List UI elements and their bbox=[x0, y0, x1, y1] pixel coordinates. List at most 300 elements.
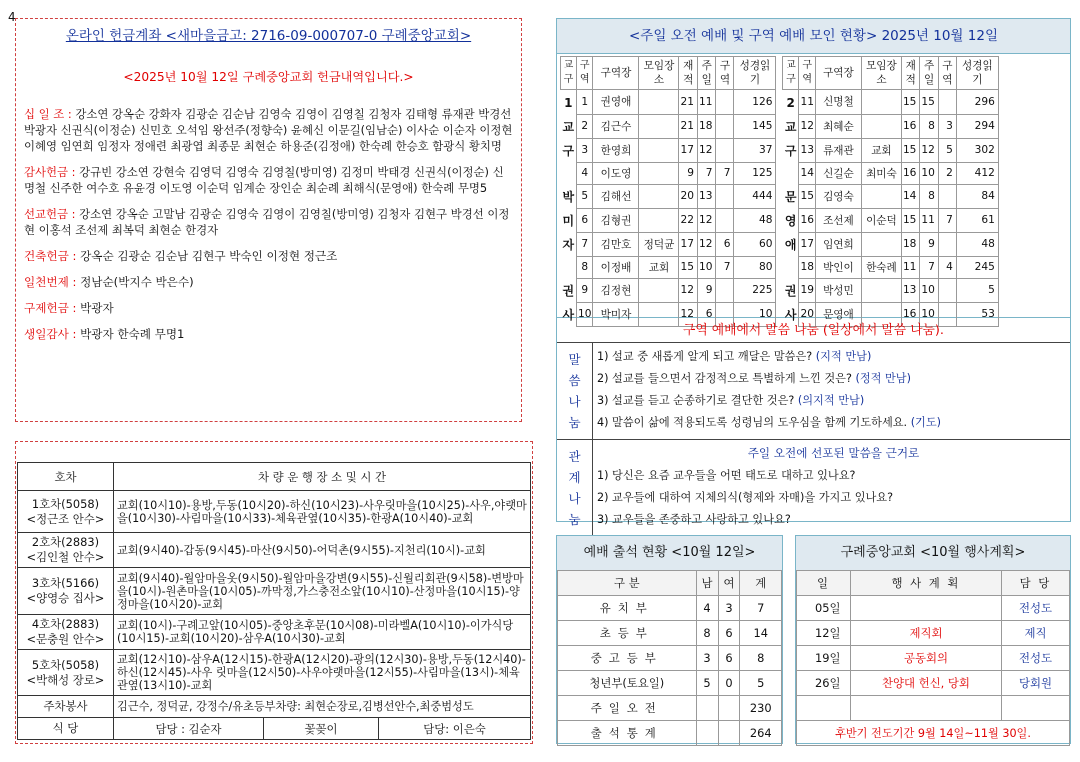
building-offering bbox=[24, 248, 513, 264]
page-number: 4 bbox=[8, 10, 16, 24]
zone-count bbox=[938, 232, 956, 256]
sunday-count: 13 bbox=[697, 184, 715, 208]
attendance-total: 5 bbox=[740, 671, 782, 696]
zone-leader: 신명철 bbox=[815, 90, 861, 115]
registered-count: 18 bbox=[901, 232, 919, 256]
bible-reading: 37 bbox=[734, 138, 776, 162]
table-row bbox=[18, 568, 531, 615]
registered-count: 13 bbox=[901, 278, 919, 302]
table-row bbox=[561, 90, 776, 115]
zone-leader: 문영애 bbox=[815, 302, 861, 326]
bible-reading: 125 bbox=[734, 162, 776, 184]
registered-count: 16 bbox=[901, 302, 919, 326]
onethousand-names: 정남순(박지수 박은수) bbox=[80, 275, 194, 289]
registered-count: 17 bbox=[679, 138, 697, 162]
table-row bbox=[561, 232, 776, 256]
events-header-cell: 일 bbox=[797, 571, 851, 596]
attendance-total: 7 bbox=[740, 596, 782, 621]
meeting-place bbox=[639, 278, 679, 302]
registered-count: 12 bbox=[679, 278, 697, 302]
events-header-cell: 행 사 계 획 bbox=[851, 571, 1002, 596]
table-row bbox=[561, 162, 776, 184]
zone-number: 3 bbox=[577, 138, 593, 162]
word-sharing-title: 구역 예배에서 말씀 나눔 (일상에서 말씀 나눔). bbox=[557, 317, 1070, 343]
bible-reading: 5 bbox=[956, 278, 998, 302]
meeting-place: 교회 bbox=[639, 256, 679, 278]
relationship-sharing-questions bbox=[557, 440, 1070, 536]
sunday-count: 12 bbox=[697, 208, 715, 232]
parish-char: 사 bbox=[783, 302, 799, 326]
table-row bbox=[783, 232, 998, 256]
attendance-category: 주일오전 bbox=[558, 696, 697, 721]
attendance-header-cell: 남 bbox=[696, 571, 718, 596]
attendance-total: 8 bbox=[740, 646, 782, 671]
event-name: 찬양대 헌신, 당회 bbox=[851, 671, 1002, 696]
attendance-female bbox=[718, 721, 740, 746]
zone-number: 20 bbox=[799, 302, 815, 326]
zone-leader: 조선제 bbox=[815, 208, 861, 232]
zone-leader: 김정현 bbox=[593, 278, 639, 302]
meeting-place bbox=[639, 302, 679, 326]
registered-count: 14 bbox=[901, 184, 919, 208]
table-row bbox=[783, 90, 998, 115]
attendance-female: 6 bbox=[718, 621, 740, 646]
zone-count bbox=[716, 114, 734, 138]
bible-reading: 61 bbox=[956, 208, 998, 232]
onethousand-offering bbox=[24, 274, 513, 290]
evangelism-period: 후반기 전도기간 9월 14일~11월 30일. bbox=[797, 721, 1070, 746]
question-item: 2) 설교를 들으면서 감정적으로 특별하게 느낀 것은? (정적 만남) bbox=[597, 372, 911, 385]
parish-char bbox=[783, 256, 799, 278]
zone-header-cell: 주일 bbox=[697, 57, 715, 90]
attendance-male: 8 bbox=[696, 621, 718, 646]
event-name bbox=[851, 596, 1002, 621]
relief-offering bbox=[24, 300, 513, 316]
zone-leader: 신길순 bbox=[815, 162, 861, 184]
table-row bbox=[558, 621, 782, 646]
meal-staff: 담당 : 김순자 bbox=[114, 718, 264, 740]
registered-count: 21 bbox=[679, 114, 697, 138]
zone-header-cell: 성경읽기 bbox=[734, 57, 776, 90]
event-person: 전성도 bbox=[1002, 646, 1070, 671]
bible-reading: 412 bbox=[956, 162, 998, 184]
table-row bbox=[797, 696, 1070, 721]
table-row bbox=[18, 533, 531, 568]
parish-char: 애 bbox=[783, 232, 799, 256]
meeting-place bbox=[861, 114, 901, 138]
meeting-place bbox=[861, 184, 901, 208]
zone-header-cell: 구역 bbox=[716, 57, 734, 90]
zone-leader: 김해선 bbox=[593, 184, 639, 208]
offering-account-title: 온라인 헌금계좌 <새마을금고: 2716-09-000707-0 구례중앙교회> bbox=[65, 28, 472, 44]
attendance-category: 유치부 bbox=[558, 596, 697, 621]
meeting-place bbox=[861, 232, 901, 256]
sunday-count: 7 bbox=[920, 256, 938, 278]
question-item: 3) 교우들을 존중하고 사랑하고 있나요? bbox=[597, 513, 791, 526]
bible-reading: 296 bbox=[956, 90, 998, 115]
attendance-female: 0 bbox=[718, 671, 740, 696]
thanks-names: 강규빈 강소연 강현숙 김영덕 김영숙 김영칠(방미영) 김정미 박태경 신권식(이정순) 신명철 신주한 여수호 유윤경 이도영 이순덕 임계순 장인순 최순례 최해식(문영애) 한숙례 무명5 bbox=[24, 165, 504, 195]
parish-char: 권 bbox=[561, 278, 577, 302]
bible-reading: 302 bbox=[956, 138, 998, 162]
table-row bbox=[783, 208, 998, 232]
events-table bbox=[796, 570, 1070, 746]
event-name bbox=[851, 696, 1002, 721]
zone-header-cell: 재적 bbox=[901, 57, 919, 90]
bible-reading: 245 bbox=[956, 256, 998, 278]
zone-attendance-section bbox=[556, 18, 1071, 527]
vehicle-car-cell: 1호차(5058) <정근조 안수> bbox=[18, 491, 114, 533]
zone-count bbox=[938, 90, 956, 115]
zone-table-right bbox=[782, 56, 998, 327]
sunday-count: 18 bbox=[697, 114, 715, 138]
attendance-male: 5 bbox=[696, 671, 718, 696]
parish-char: 1 bbox=[561, 90, 577, 115]
zone-leader: 이도영 bbox=[593, 162, 639, 184]
event-person: 제직 bbox=[1002, 621, 1070, 646]
event-day: 26일 bbox=[797, 671, 851, 696]
registered-count: 17 bbox=[679, 232, 697, 256]
question-item: 2) 교우들에 대하여 지체의식(형제와 자매)을 가지고 있나요? bbox=[597, 491, 894, 504]
sunday-count: 15 bbox=[920, 90, 938, 115]
meeting-place: 최미숙 bbox=[861, 162, 901, 184]
parking-row bbox=[18, 696, 531, 718]
zone-number: 15 bbox=[799, 184, 815, 208]
registered-count: 11 bbox=[901, 256, 919, 278]
vehicle-table bbox=[17, 462, 531, 740]
parish-char bbox=[561, 256, 577, 278]
table-row bbox=[561, 138, 776, 162]
sunday-count: 6 bbox=[697, 302, 715, 326]
table-row bbox=[558, 646, 782, 671]
attendance-category: 중고등부 bbox=[558, 646, 697, 671]
table-row bbox=[797, 621, 1070, 646]
tithe-offering bbox=[24, 106, 513, 154]
registered-count: 15 bbox=[679, 256, 697, 278]
table-row bbox=[783, 138, 998, 162]
sunday-count: 8 bbox=[920, 114, 938, 138]
bible-reading: 80 bbox=[734, 256, 776, 278]
vehicle-route-cell: 교회(12시10)-삼우A(12시15)-한광A(12시20)-광의(12시30)-용방,두동(12시40)-하신(12시45)-사우 릿마을(12시50)-사우야랫마을(12시55)-사림마을(13시)-체육관옆(13시10)-교회 bbox=[114, 650, 531, 696]
zone-number: 6 bbox=[577, 208, 593, 232]
bible-reading: 444 bbox=[734, 184, 776, 208]
parish-char: 미 bbox=[561, 208, 577, 232]
parish-char: 자 bbox=[561, 232, 577, 256]
vehicle-route-cell: 교회(9시40)-월암마을옷(9시50)-월암마을강변(9시55)-신월리회관(9시58)-변방마을(10시)-원촌마을(10시05)-까막정,가스충전소앞(10시10)-산정마을(10시15)-양정마을(10시20)-교회 bbox=[114, 568, 531, 615]
table-row bbox=[558, 721, 782, 746]
sunday-count: 11 bbox=[920, 208, 938, 232]
vehicle-schedule-section bbox=[15, 441, 533, 744]
zone-number: 8 bbox=[577, 256, 593, 278]
zone-header-cell: 주일 bbox=[920, 57, 938, 90]
event-name: 제직회 bbox=[851, 621, 1002, 646]
table-row bbox=[797, 646, 1070, 671]
attendance-male bbox=[696, 696, 718, 721]
zone-number: 13 bbox=[799, 138, 815, 162]
attendance-total: 14 bbox=[740, 621, 782, 646]
zone-number: 1 bbox=[577, 90, 593, 115]
attendance-total: 264 bbox=[740, 721, 782, 746]
tithe-label: 십 일 조 : bbox=[24, 107, 72, 121]
parish-char: 교 bbox=[561, 114, 577, 138]
table-row bbox=[783, 184, 998, 208]
vehicle-car-cell: 3호차(5166) <양영승 집사> bbox=[18, 568, 114, 615]
meeting-place bbox=[639, 162, 679, 184]
event-day: 19일 bbox=[797, 646, 851, 671]
zone-header-cell: 구역 bbox=[577, 57, 593, 90]
sunday-count: 11 bbox=[697, 90, 715, 115]
attendance-category: 청년부(토요일) bbox=[558, 671, 697, 696]
sunday-count: 10 bbox=[920, 162, 938, 184]
zone-count bbox=[716, 208, 734, 232]
mission-offering bbox=[24, 206, 513, 238]
registered-count: 15 bbox=[901, 90, 919, 115]
bible-reading: 225 bbox=[734, 278, 776, 302]
zone-table-left bbox=[560, 56, 776, 327]
zone-header-cell: 모임장소 bbox=[861, 57, 901, 90]
question-item: 3) 설교를 듣고 순종하기로 결단한 것은? (의지적 만남) bbox=[597, 394, 865, 407]
attendance-total: 230 bbox=[740, 696, 782, 721]
sunday-count: 9 bbox=[920, 232, 938, 256]
meeting-place: 이순덕 bbox=[861, 208, 901, 232]
meeting-place bbox=[639, 90, 679, 115]
birthday-offering bbox=[24, 326, 513, 342]
vehicle-route-cell: 교회(10시10)-용방,두동(10시20)-하신(10시23)-사우릿마을(10시25)-사우,야랫마을(10시30)-사림마을(10시33)-체육관옆(10시35)-한광A(10시40)-교회 bbox=[114, 491, 531, 533]
zone-number: 7 bbox=[577, 232, 593, 256]
zone-leader: 김형권 bbox=[593, 208, 639, 232]
parish-char bbox=[561, 162, 577, 184]
word-sharing-questions bbox=[557, 343, 1070, 440]
bible-reading: 48 bbox=[956, 232, 998, 256]
table-row bbox=[18, 615, 531, 650]
vehicle-car-cell: 2호차(2883) <김인철 안수> bbox=[18, 533, 114, 568]
parish-char bbox=[783, 162, 799, 184]
bible-reading: 53 bbox=[956, 302, 998, 326]
attendance-male: 4 bbox=[696, 596, 718, 621]
event-day: 05일 bbox=[797, 596, 851, 621]
relief-label: 구제헌금 : bbox=[24, 301, 77, 315]
zone-count bbox=[938, 278, 956, 302]
registered-count: 9 bbox=[679, 162, 697, 184]
attendance-male bbox=[696, 721, 718, 746]
meal-row bbox=[18, 718, 531, 740]
mission-label: 선교헌금 : bbox=[24, 207, 76, 221]
parish-char: 권 bbox=[783, 278, 799, 302]
parish-char: 2 bbox=[783, 90, 799, 115]
attendance-category: 초등부 bbox=[558, 621, 697, 646]
zone-number: 10 bbox=[577, 302, 593, 326]
parking-names: 김근수, 정덕균, 강정수/유초등부차량: 최현순장로,김병선안수,최중범성도 bbox=[114, 696, 531, 718]
sunday-count: 10 bbox=[697, 256, 715, 278]
parish-char: 박 bbox=[561, 184, 577, 208]
registered-count: 20 bbox=[679, 184, 697, 208]
meeting-place bbox=[639, 138, 679, 162]
zone-number: 19 bbox=[799, 278, 815, 302]
bible-reading: 60 bbox=[734, 232, 776, 256]
vehicle-header-route: 차 량 운 행 장 소 및 시 간 bbox=[114, 463, 531, 491]
zone-number: 17 bbox=[799, 232, 815, 256]
bible-reading: 10 bbox=[734, 302, 776, 326]
table-row bbox=[561, 278, 776, 302]
zone-count: 7 bbox=[716, 256, 734, 278]
bible-reading: 84 bbox=[956, 184, 998, 208]
attendance-title: 예배 출석 현황 <10월 12일> bbox=[557, 536, 782, 570]
tithe-names: 강소연 강옥순 강화자 김광순 김순남 김영숙 김영이 김영칠 김청자 김태형 류재관 박경선 박광자 신권식(이정순) 신민호 오석임 왕선주(정향숙) 윤혜신 이문길(임남순) 이사순 이순자 이정현 이혜영 임연희 임정자 정애련 최광엽 최종문 최현순 하용준(김정애) 한숙례 한승호 함광식 황치명 bbox=[24, 107, 513, 153]
zone-leader: 김영숙 bbox=[815, 184, 861, 208]
registered-count: 22 bbox=[679, 208, 697, 232]
events-header-cell: 담 당 bbox=[1002, 571, 1070, 596]
zone-count: 7 bbox=[938, 208, 956, 232]
table-row bbox=[797, 596, 1070, 621]
event-person: 당회원 bbox=[1002, 671, 1070, 696]
zone-count: 2 bbox=[938, 162, 956, 184]
zone-header-cell: 성경읽기 bbox=[956, 57, 998, 90]
vehicle-header-car: 호차 bbox=[18, 463, 114, 491]
zone-number: 4 bbox=[577, 162, 593, 184]
zone-header-cell: 구역장 bbox=[815, 57, 861, 90]
onethousand-label: 일천번제 : bbox=[24, 275, 77, 289]
zone-leader: 임연희 bbox=[815, 232, 861, 256]
registered-count: 16 bbox=[901, 162, 919, 184]
zone-number: 18 bbox=[799, 256, 815, 278]
zone-number: 2 bbox=[577, 114, 593, 138]
table-row bbox=[558, 696, 782, 721]
zone-count: 3 bbox=[938, 114, 956, 138]
table-row bbox=[561, 256, 776, 278]
zone-header-cell: 모임장소 bbox=[639, 57, 679, 90]
registered-count: 12 bbox=[679, 302, 697, 326]
zone-number: 12 bbox=[799, 114, 815, 138]
table-row bbox=[783, 256, 998, 278]
zone-number: 5 bbox=[577, 184, 593, 208]
attendance-female: 6 bbox=[718, 646, 740, 671]
zone-header-cell: 교구 bbox=[783, 57, 799, 90]
flower-label: 꽃꽂이 bbox=[264, 718, 379, 740]
table-row bbox=[561, 114, 776, 138]
meeting-place bbox=[639, 208, 679, 232]
registered-count: 16 bbox=[901, 114, 919, 138]
birthday-label: 생일감사 : bbox=[24, 327, 77, 341]
registered-count: 21 bbox=[679, 90, 697, 115]
zone-header-cell: 재적 bbox=[679, 57, 697, 90]
zone-leader: 박인이 bbox=[815, 256, 861, 278]
attendance-male: 3 bbox=[696, 646, 718, 671]
sunday-count: 12 bbox=[920, 138, 938, 162]
zone-leader: 김근수 bbox=[593, 114, 639, 138]
october-events-section bbox=[795, 535, 1071, 744]
meeting-place bbox=[861, 90, 901, 115]
zone-count bbox=[716, 138, 734, 162]
parking-label: 주차봉사 bbox=[18, 696, 114, 718]
event-day: 12일 bbox=[797, 621, 851, 646]
vehicle-route-cell: 교회(9시40)-갑동(9시45)-마산(9시50)-어덕촌(9시55)-지천리(10시)-교회 bbox=[114, 533, 531, 568]
zone-leader: 김만호 bbox=[593, 232, 639, 256]
parish-char: 교 bbox=[783, 114, 799, 138]
table-row bbox=[558, 671, 782, 696]
question-item: 1) 설교 중 새롭게 알게 되고 깨달은 말씀은? (지적 만남) bbox=[597, 350, 872, 363]
zone-title: <주일 오전 예배 및 구역 예배 모인 현황> 2025년 10월 12일 bbox=[557, 19, 1070, 54]
parish-char: 구 bbox=[561, 138, 577, 162]
zone-header-cell: 교구 bbox=[561, 57, 577, 90]
zone-count bbox=[716, 90, 734, 115]
sunday-count: 9 bbox=[697, 278, 715, 302]
event-name: 공동회의 bbox=[851, 646, 1002, 671]
parish-char: 영 bbox=[783, 208, 799, 232]
sunday-count: 12 bbox=[697, 138, 715, 162]
offering-date-line: <2025년 10월 12일 구례중앙교회 헌금내역입니다.> bbox=[123, 70, 414, 84]
mission-names: 강소연 강옥순 고말남 김광순 김영숙 김영이 김영칠(방미영) 김청자 김현구 박경선 이정현 이홍석 조선제 최복덕 최현순 한경자 bbox=[24, 207, 510, 237]
relationship-sharing-heading: 주일 오전에 선포된 말씀을 근거로 bbox=[747, 446, 920, 460]
word-sharing-side-label: 말 씀 나 눔 bbox=[557, 343, 593, 439]
offering-section bbox=[15, 18, 522, 422]
sunday-count: 10 bbox=[920, 302, 938, 326]
zone-count bbox=[716, 278, 734, 302]
zone-leader: 이정배 bbox=[593, 256, 639, 278]
bible-reading: 145 bbox=[734, 114, 776, 138]
events-title: 구례중앙교회 <10월 행사계획> bbox=[796, 536, 1070, 570]
relief-names: 박광자 bbox=[80, 301, 114, 315]
building-label: 건축헌금 : bbox=[24, 249, 77, 263]
table-row bbox=[561, 184, 776, 208]
zone-count: 4 bbox=[938, 256, 956, 278]
bible-reading: 48 bbox=[734, 208, 776, 232]
table-row bbox=[18, 650, 531, 696]
zone-count: 6 bbox=[716, 232, 734, 256]
question-item: 4) 말씀이 삶에 적용되도록 성령님의 도우심을 함께 기도하세요. (기도) bbox=[597, 416, 942, 429]
event-person bbox=[1002, 696, 1070, 721]
zone-number: 16 bbox=[799, 208, 815, 232]
meeting-place bbox=[639, 184, 679, 208]
zone-number: 11 bbox=[799, 90, 815, 115]
parish-char: 구 bbox=[783, 138, 799, 162]
attendance-table bbox=[557, 570, 782, 746]
table-row bbox=[797, 671, 1070, 696]
attendance-header-cell: 계 bbox=[740, 571, 782, 596]
meal-label: 식 당 bbox=[18, 718, 114, 740]
zone-header-cell: 구역 bbox=[938, 57, 956, 90]
registered-count: 15 bbox=[901, 138, 919, 162]
thanks-label: 감사헌금 : bbox=[24, 165, 76, 179]
zone-count bbox=[938, 184, 956, 208]
parish-char: 문 bbox=[783, 184, 799, 208]
question-item: 1) 당신은 요즘 교우들을 어떤 태도로 대하고 있나요? bbox=[597, 469, 856, 482]
zone-count: 5 bbox=[938, 138, 956, 162]
attendance-female: 3 bbox=[718, 596, 740, 621]
table-row bbox=[783, 278, 998, 302]
attendance-female bbox=[718, 696, 740, 721]
meeting-place: 정덕균 bbox=[639, 232, 679, 256]
zone-leader: 권영애 bbox=[593, 90, 639, 115]
meeting-place: 한숙례 bbox=[861, 256, 901, 278]
meeting-place bbox=[861, 278, 901, 302]
table-row bbox=[783, 162, 998, 184]
zone-number: 14 bbox=[799, 162, 815, 184]
meeting-place: 교회 bbox=[861, 138, 901, 162]
sunday-count: 7 bbox=[697, 162, 715, 184]
zone-count bbox=[716, 184, 734, 208]
birthday-names: 박광자 한숙례 무명1 bbox=[80, 327, 185, 341]
zone-leader: 박미자 bbox=[593, 302, 639, 326]
zone-leader: 류재관 bbox=[815, 138, 861, 162]
flower-staff: 담당: 이은숙 bbox=[379, 718, 531, 740]
relationship-sharing-side-label: 관 계 나 눔 bbox=[557, 440, 593, 536]
vehicle-car-cell: 5호차(5058) <박해성 장로> bbox=[18, 650, 114, 696]
table-row bbox=[561, 208, 776, 232]
events-footer-row bbox=[797, 721, 1070, 746]
zone-number: 9 bbox=[577, 278, 593, 302]
table-row bbox=[18, 491, 531, 533]
event-person: 전성도 bbox=[1002, 596, 1070, 621]
